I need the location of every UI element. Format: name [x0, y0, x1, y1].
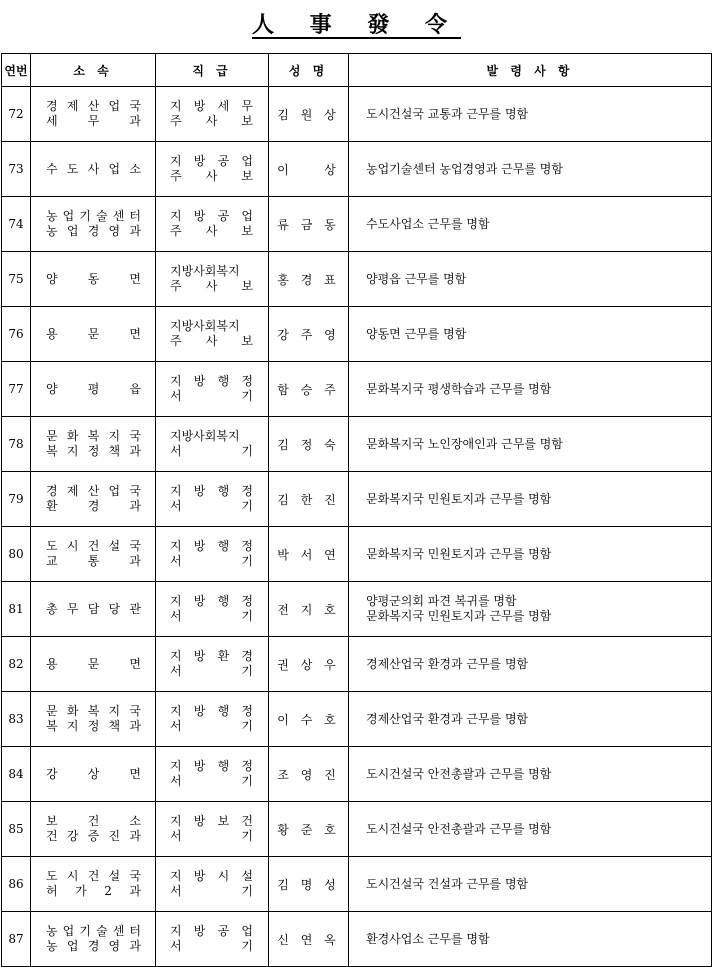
- rank-line: 지 방 행 정: [170, 704, 253, 718]
- department-cell: [31, 912, 156, 967]
- department-cell: [31, 472, 156, 527]
- department-cell: [31, 582, 156, 637]
- rank-line: 지 방 공 업: [170, 924, 253, 938]
- order-detail-line: 문화복지국 민원토지과 근무를 명함: [366, 491, 552, 506]
- row-number: 85: [2, 802, 31, 857]
- order-detail-cell: [349, 912, 712, 967]
- table-row: [2, 252, 712, 307]
- row-number: 75: [2, 252, 31, 307]
- row-number: 86: [2, 857, 31, 912]
- name-cell: [269, 857, 349, 912]
- rank-line: 지 방 시 설: [170, 869, 253, 883]
- department-cell: [31, 417, 156, 472]
- rank-line: 지 방 행 정: [170, 594, 253, 608]
- order-detail-cell: [349, 307, 712, 362]
- row-number: 79: [2, 472, 31, 527]
- name-cell: [269, 637, 349, 692]
- department-line: 농 업 기 술 센 터: [46, 924, 141, 938]
- order-detail-cell: [349, 87, 712, 142]
- department-cell: [31, 307, 156, 362]
- order-detail-cell: [349, 692, 712, 747]
- personnel-orders-table: [1, 53, 712, 967]
- table-row: [2, 637, 712, 692]
- rank-line: 서 기: [170, 499, 253, 513]
- table-row: [2, 692, 712, 747]
- order-detail-cell: [349, 582, 712, 637]
- order-detail-cell: [349, 802, 712, 857]
- department-line: 문 화 복 지 국: [46, 429, 141, 443]
- name-cell: [269, 197, 349, 252]
- department-line: 총 무 담 당 관: [46, 601, 141, 616]
- department-line: 교 통 과: [46, 554, 141, 568]
- row-number: 77: [2, 362, 31, 417]
- table-row: [2, 802, 712, 857]
- person-name: 김 명 성: [277, 877, 340, 892]
- department-cell: [31, 857, 156, 912]
- rank-line: 주 사 보: [170, 114, 253, 128]
- department-line: 용 문 면: [46, 326, 141, 341]
- rank-cell: [156, 142, 269, 197]
- order-detail-cell: [349, 527, 712, 582]
- department-cell: [31, 747, 156, 802]
- name-cell: [269, 252, 349, 307]
- rank-line: 서 기: [170, 774, 253, 788]
- department-line: 문 화 복 지 국: [46, 704, 141, 718]
- name-cell: [269, 582, 349, 637]
- rank-cell: [156, 417, 269, 472]
- order-detail-line: 환경사업소 근무를 명함: [366, 931, 490, 946]
- table-row: [2, 362, 712, 417]
- rank-line: 주 사 보: [170, 224, 253, 238]
- table-row: [2, 142, 712, 197]
- order-detail-cell: [349, 142, 712, 197]
- rank-line: 지방사회복지: [170, 264, 240, 278]
- rank-cell: [156, 802, 269, 857]
- row-number: 73: [2, 142, 31, 197]
- department-line: 농 업 경 영 과: [46, 939, 141, 953]
- department-line: 복 지 정 책 과: [46, 719, 141, 733]
- rank-cell: [156, 857, 269, 912]
- order-detail-cell: [349, 747, 712, 802]
- department-cell: [31, 142, 156, 197]
- rank-line: 지 방 행 정: [170, 484, 253, 498]
- name-cell: [269, 527, 349, 582]
- row-number: 80: [2, 527, 31, 582]
- row-number: 72: [2, 87, 31, 142]
- row-number: 81: [2, 582, 31, 637]
- order-detail-line: 도시건설국 안전총괄과 근무를 명함: [366, 766, 552, 781]
- department-line: 복 지 정 책 과: [46, 444, 141, 458]
- rank-cell: [156, 362, 269, 417]
- person-name: 이 수 호: [277, 712, 340, 727]
- row-number: 76: [2, 307, 31, 362]
- header-detail: 발 령 사 항: [349, 54, 712, 87]
- name-cell: [269, 307, 349, 362]
- rank-line: 지방사회복지: [170, 429, 240, 443]
- rank-cell: [156, 87, 269, 142]
- rank-cell: [156, 582, 269, 637]
- name-cell: [269, 472, 349, 527]
- order-detail-cell: [349, 252, 712, 307]
- order-detail-line: 양평읍 근무를 명함: [366, 271, 467, 286]
- header-no: 연번: [2, 54, 31, 87]
- name-cell: [269, 87, 349, 142]
- department-cell: [31, 362, 156, 417]
- order-detail-line: 문화복지국 평생학습과 근무를 명함: [366, 381, 552, 396]
- department-line: 농 업 경 영 과: [46, 224, 141, 238]
- person-name: 전 지 호: [277, 602, 340, 617]
- person-name: 강 주 영: [277, 327, 340, 342]
- rank-line: 주 사 보: [170, 169, 253, 183]
- department-line: 세 무 과: [46, 114, 141, 128]
- name-cell: [269, 912, 349, 967]
- table-row: [2, 582, 712, 637]
- page-title: 人 事 發 令: [252, 12, 461, 38]
- rank-line: 주 사 보: [170, 334, 253, 348]
- person-name: 이 상: [277, 162, 340, 177]
- order-detail-cell: [349, 417, 712, 472]
- rank-line: 지 방 행 정: [170, 539, 253, 553]
- rank-line: 서 기: [170, 664, 253, 678]
- table-row: [2, 307, 712, 362]
- order-detail-cell: [349, 362, 712, 417]
- name-cell: [269, 692, 349, 747]
- person-name: 류 금 동: [277, 217, 340, 232]
- department-line: 용 문 면: [46, 656, 141, 671]
- table-row: [2, 87, 712, 142]
- row-number: 82: [2, 637, 31, 692]
- table-row: [2, 197, 712, 252]
- person-name: 김 한 진: [277, 492, 340, 507]
- table-body: [2, 87, 712, 967]
- person-name: 박 서 연: [277, 547, 340, 562]
- order-detail-line: 수도사업소 근무를 명함: [366, 216, 490, 231]
- department-cell: [31, 527, 156, 582]
- person-name: 권 상 우: [277, 657, 340, 672]
- department-cell: [31, 87, 156, 142]
- department-cell: [31, 252, 156, 307]
- name-cell: [269, 362, 349, 417]
- order-detail-line: 문화복지국 노인장애인과 근무를 명함: [366, 436, 563, 451]
- department-line: 농 업 기 술 센 터: [46, 209, 141, 223]
- rank-cell: [156, 527, 269, 582]
- table-row: [2, 527, 712, 582]
- row-number: 83: [2, 692, 31, 747]
- rank-cell: [156, 307, 269, 362]
- order-detail-cell: [349, 637, 712, 692]
- department-line: 도 시 건 설 국: [46, 869, 141, 883]
- rank-line: 서 기: [170, 389, 253, 403]
- order-detail-cell: [349, 857, 712, 912]
- person-name: 김 정 숙: [277, 437, 340, 452]
- department-line: 양 동 면: [46, 271, 141, 286]
- order-detail-line: 도시건설국 건설과 근무를 명함: [366, 876, 529, 891]
- order-detail-line: 경제산업국 환경과 근무를 명함: [366, 711, 529, 726]
- department-line: 경 제 산 업 국: [46, 484, 141, 498]
- order-detail-line: 양동면 근무를 명함: [366, 326, 467, 341]
- header-dept: 소 속: [31, 54, 156, 87]
- rank-line: 지 방 세 무: [170, 99, 253, 113]
- order-detail-line: 경제산업국 환경과 근무를 명함: [366, 656, 529, 671]
- rank-cell: [156, 197, 269, 252]
- rank-line: 지 방 공 업: [170, 154, 253, 168]
- department-line: 도 시 건 설 국: [46, 539, 141, 553]
- person-name: 김 원 상: [277, 107, 340, 122]
- rank-line: 지 방 행 정: [170, 374, 253, 388]
- rank-cell: [156, 637, 269, 692]
- table-header-row: [2, 54, 712, 87]
- person-name: 조 영 진: [277, 767, 340, 782]
- rank-line: 지 방 행 정: [170, 759, 253, 773]
- order-detail-line: 도시건설국 안전총괄과 근무를 명함: [366, 821, 552, 836]
- rank-line: 서 기: [170, 719, 253, 733]
- department-line: 환 경 과: [46, 499, 141, 513]
- department-line: 수 도 사 업 소: [46, 161, 141, 176]
- rank-line: 서 기: [170, 609, 253, 623]
- rank-line: 서 기: [170, 554, 253, 568]
- name-cell: [269, 142, 349, 197]
- table-row: [2, 857, 712, 912]
- name-cell: [269, 417, 349, 472]
- rank-cell: [156, 692, 269, 747]
- row-number: 84: [2, 747, 31, 802]
- row-number: 78: [2, 417, 31, 472]
- order-detail-line: 문화복지국 민원토지과 근무를 명함: [366, 546, 552, 561]
- table-row: [2, 912, 712, 967]
- name-cell: [269, 802, 349, 857]
- order-detail-line: 농업기술센터 농업경영과 근무를 명함: [366, 161, 563, 176]
- table-row: [2, 472, 712, 527]
- department-line: 보 건 소: [46, 814, 141, 828]
- person-name: 신 연 옥: [277, 932, 340, 947]
- rank-line: 지 방 공 업: [170, 209, 253, 223]
- department-line: 강 상 면: [46, 766, 141, 781]
- person-name: 함 승 주: [277, 382, 340, 397]
- order-detail-cell: [349, 197, 712, 252]
- department-cell: [31, 637, 156, 692]
- rank-line: 지 방 보 건: [170, 814, 253, 828]
- department-line: 경 제 산 업 국: [46, 99, 141, 113]
- rank-line: 서 기: [170, 444, 253, 458]
- rank-cell: [156, 252, 269, 307]
- department-cell: [31, 197, 156, 252]
- table-row: [2, 417, 712, 472]
- department-cell: [31, 802, 156, 857]
- name-cell: [269, 747, 349, 802]
- person-name: 황 준 호: [277, 822, 340, 837]
- rank-cell: [156, 472, 269, 527]
- department-cell: [31, 692, 156, 747]
- department-line: 양 평 읍: [46, 381, 141, 396]
- rank-line: 지방사회복지: [170, 319, 240, 333]
- rank-line: 주 사 보: [170, 279, 253, 293]
- order-detail-line: 양평군의회 파견 복귀를 명함: [366, 594, 517, 608]
- order-detail-line: 문화복지국 민원토지과 근무를 명함: [366, 609, 552, 623]
- order-detail-cell: [349, 472, 712, 527]
- department-line: 건 강 증 진 과: [46, 829, 141, 843]
- header-name: 성 명: [269, 54, 349, 87]
- row-number: 74: [2, 197, 31, 252]
- header-rank: 직 급: [156, 54, 269, 87]
- person-name: 홍 경 표: [277, 272, 340, 287]
- department-line: 허 가 2 과: [46, 884, 141, 898]
- table-row: [2, 747, 712, 802]
- rank-line: 지 방 환 경: [170, 649, 253, 663]
- rank-cell: [156, 747, 269, 802]
- rank-cell: [156, 912, 269, 967]
- rank-line: 서 기: [170, 884, 253, 898]
- rank-line: 서 기: [170, 939, 253, 953]
- rank-line: 서 기: [170, 829, 253, 843]
- row-number: 87: [2, 912, 31, 967]
- order-detail-line: 도시건설국 교통과 근무를 명함: [366, 106, 529, 121]
